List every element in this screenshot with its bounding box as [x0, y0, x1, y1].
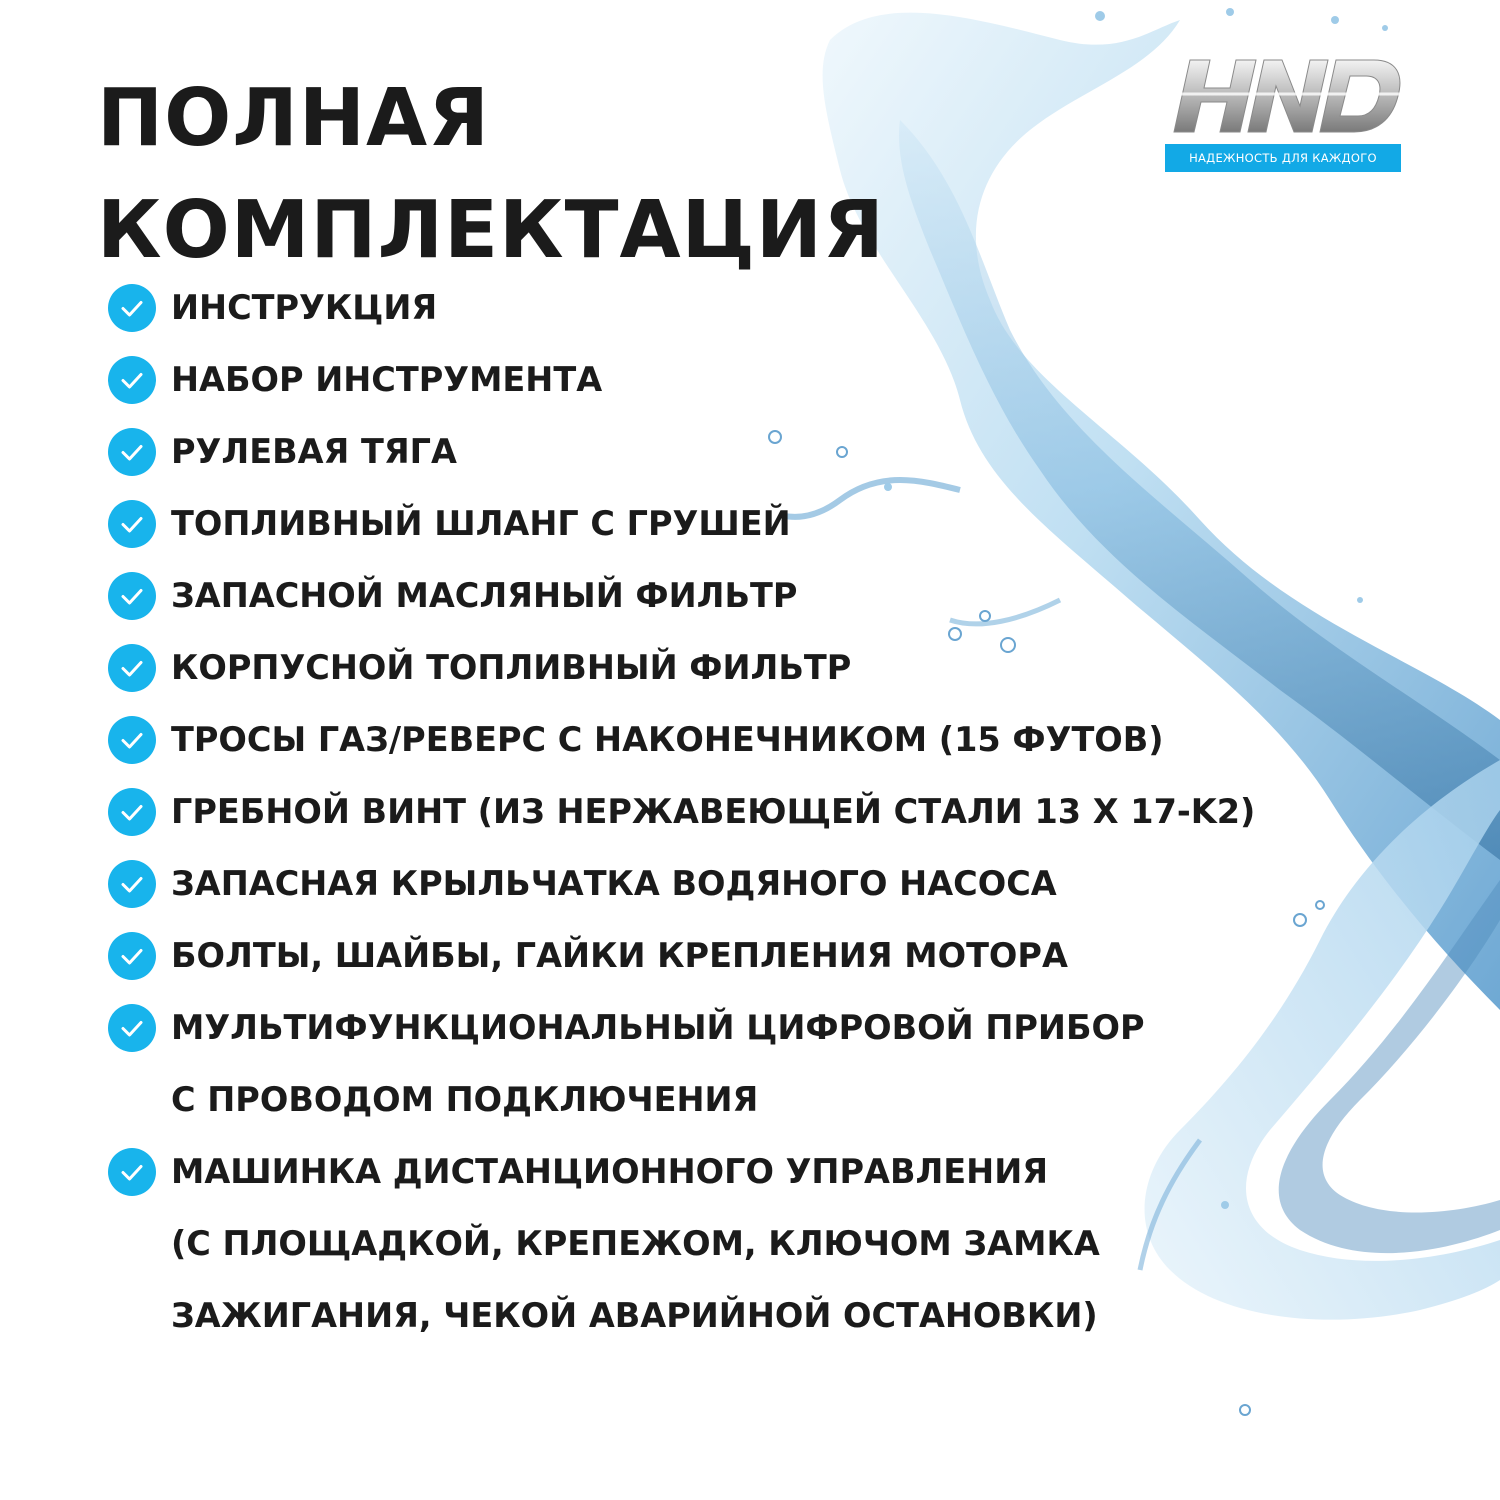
- list-item: [108, 848, 1328, 920]
- list-item-text: (С ПЛОЩАДКОЙ, КРЕПЕЖОМ, КЛЮЧОМ ЗАМКА: [171, 1224, 1100, 1263]
- list-item: [108, 488, 1328, 560]
- list-item-text: МАШИНКА ДИСТАНЦИОННОГО УПРАВЛЕНИЯ: [171, 1152, 1049, 1191]
- check-circle-icon: [108, 1148, 156, 1196]
- list-item: [108, 920, 1328, 992]
- check-circle-icon: [108, 860, 156, 908]
- list-item-text: ЗАПАСНОЙ МАСЛЯНЫЙ ФИЛЬТР: [171, 576, 798, 615]
- list-item: [108, 272, 1328, 344]
- package-contents-list: [108, 272, 1328, 1352]
- check-circle-icon: [108, 500, 156, 548]
- list-item-text: ИНСТРУКЦИЯ: [171, 288, 438, 327]
- list-item: [108, 416, 1328, 488]
- list-item-text: ЗАПАСНАЯ КРЫЛЬЧАТКА ВОДЯНОГО НАСОСА: [171, 864, 1057, 903]
- check-circle-icon: [108, 932, 156, 980]
- check-circle-icon: [108, 788, 156, 836]
- brand-logo: [1160, 50, 1410, 180]
- list-item-text: КОРПУСНОЙ ТОПЛИВНЫЙ ФИЛЬТР: [171, 648, 852, 687]
- list-item-text: НАБОР ИНСТРУМЕНТА: [171, 360, 603, 399]
- list-item-text: С ПРОВОДОМ ПОДКЛЮЧЕНИЯ: [171, 1080, 759, 1119]
- check-circle-icon: [108, 356, 156, 404]
- list-item-text: ГРЕБНОЙ ВИНТ (ИЗ НЕРЖАВЕЮЩЕЙ СТАЛИ 13 X 17-K2): [171, 792, 1256, 831]
- page-title: [97, 62, 885, 286]
- page-title-line-2: КОМПЛЕКТАЦИЯ: [97, 184, 885, 276]
- list-item-text: БОЛТЫ, ШАЙБЫ, ГАЙКИ КРЕПЛЕНИЯ МОТОРА: [171, 936, 1068, 975]
- list-item: [108, 1136, 1328, 1352]
- check-circle-icon: [108, 644, 156, 692]
- list-item: [108, 704, 1328, 776]
- list-item-text: МУЛЬТИФУНКЦИОНАЛЬНЫЙ ЦИФРОВОЙ ПРИБОР: [171, 1008, 1145, 1047]
- check-circle-icon: [108, 284, 156, 332]
- check-circle-icon: [108, 1004, 156, 1052]
- check-circle-icon: [108, 572, 156, 620]
- list-item-text: РУЛЕВАЯ ТЯГА: [171, 432, 457, 471]
- list-item: [108, 344, 1328, 416]
- list-item-text: ТОПЛИВНЫЙ ШЛАНГ С ГРУШЕЙ: [171, 504, 791, 543]
- list-item-text: ТРОСЫ ГАЗ/РЕВЕРС С НАКОНЕЧНИКОМ (15 ФУТОВ): [171, 720, 1164, 759]
- list-item: [108, 560, 1328, 632]
- list-item: [108, 992, 1328, 1136]
- list-item: [108, 776, 1328, 848]
- list-item: [108, 632, 1328, 704]
- brand-tagline: НАДЕЖНОСТЬ ДЛЯ КАЖДОГО: [1165, 144, 1401, 172]
- page-title-line-1: ПОЛНАЯ: [97, 72, 490, 164]
- check-circle-icon: [108, 716, 156, 764]
- list-item-text: ЗАЖИГАНИЯ, ЧЕКОЙ АВАРИЙНОЙ ОСТАНОВКИ): [171, 1296, 1098, 1335]
- check-circle-icon: [108, 428, 156, 476]
